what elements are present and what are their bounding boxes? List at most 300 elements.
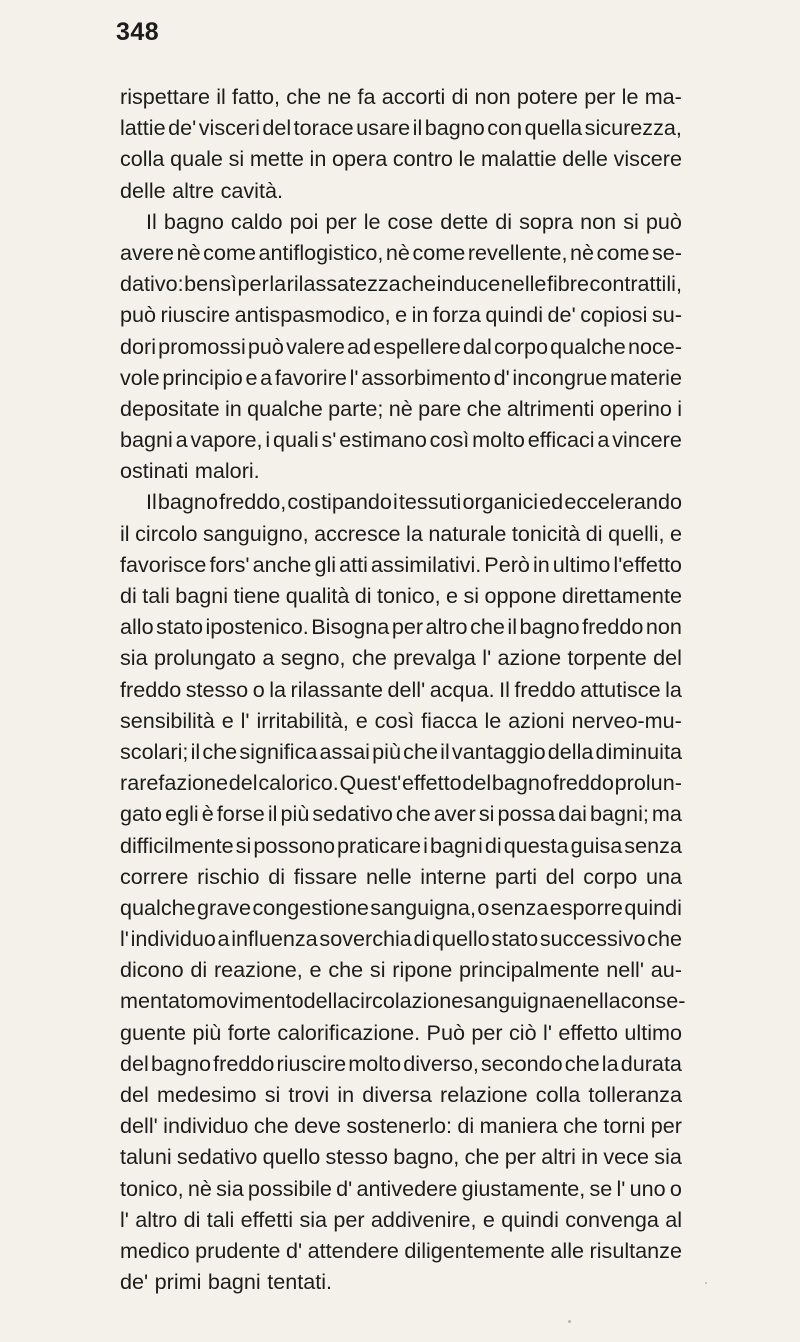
word: ripone <box>392 957 453 983</box>
word: che <box>351 645 387 671</box>
word: per <box>584 84 616 109</box>
text-line <box>120 518 682 549</box>
word: noce- <box>627 333 682 359</box>
word: freddo <box>213 1050 275 1076</box>
word: diligentemente <box>404 1237 545 1263</box>
word: trovi <box>288 1082 330 1107</box>
text-line <box>120 1141 682 1172</box>
word: quindi <box>485 302 544 328</box>
word: può <box>120 302 157 328</box>
word: l' <box>120 1206 129 1232</box>
word: movimento <box>198 988 304 1014</box>
word: bagno <box>424 115 485 141</box>
word: viscere <box>613 146 682 172</box>
word: come <box>412 239 466 265</box>
word: tali <box>206 1206 235 1232</box>
word: operino <box>599 395 672 421</box>
word: Bisogna <box>311 614 390 640</box>
word: de' <box>168 115 197 141</box>
word: aver <box>433 801 476 827</box>
word: vantaggio <box>451 738 546 764</box>
word: forse <box>216 801 265 827</box>
word: primi <box>154 1269 202 1295</box>
word: freddo <box>552 770 614 796</box>
word: allo <box>120 614 154 640</box>
word: ultimo <box>552 551 611 577</box>
word: per <box>471 1019 503 1045</box>
word: qualità <box>285 583 350 608</box>
word: assorbimento <box>361 364 491 390</box>
word: sanguigno, <box>202 520 309 546</box>
word: della <box>547 738 594 764</box>
word: parti <box>495 863 538 889</box>
word: malori. <box>194 458 260 484</box>
word: calorico. <box>258 770 339 796</box>
word: a <box>262 645 275 671</box>
word: se <box>589 1175 613 1201</box>
word: contrattili, <box>589 271 682 297</box>
word: egli <box>165 801 199 827</box>
word: di <box>457 1113 475 1139</box>
word: circolo <box>135 520 198 546</box>
word: esporre <box>549 894 623 920</box>
text-line <box>120 81 682 112</box>
word: stato <box>491 926 539 952</box>
word: del <box>228 770 258 796</box>
word: malattie <box>481 146 557 172</box>
word: costipando <box>287 489 392 515</box>
word: così <box>374 707 415 733</box>
word: direttamente <box>561 583 682 608</box>
word: effetti <box>240 1206 294 1232</box>
word: sedativo <box>312 801 393 827</box>
word: di <box>484 832 502 858</box>
word: a <box>597 427 610 453</box>
word: di <box>495 208 513 234</box>
word: risultanze <box>589 1237 682 1263</box>
word: rarefazione <box>120 770 229 796</box>
word: cose <box>387 208 434 234</box>
word: effetto <box>401 770 462 796</box>
word: sostenerlo: <box>346 1113 452 1139</box>
word: fissare <box>293 863 358 889</box>
word: corpo <box>493 333 548 359</box>
word: diminuita <box>595 738 682 764</box>
word: qualche <box>247 395 323 421</box>
word: d' <box>493 364 510 390</box>
word: effetto <box>558 1019 618 1045</box>
word: come <box>596 239 650 265</box>
word: a <box>175 427 188 453</box>
word: si <box>228 146 245 172</box>
word: di <box>190 957 208 983</box>
word: nè <box>385 239 410 265</box>
word: tolleranza <box>588 1082 682 1107</box>
word: per <box>391 614 424 640</box>
word: mette <box>249 146 304 172</box>
word: Quest' <box>339 770 402 796</box>
word: nell' <box>606 957 644 983</box>
word: opera <box>331 146 388 172</box>
word: e <box>669 520 682 546</box>
word: che <box>202 738 238 764</box>
word: quali <box>273 427 319 453</box>
word: usare <box>356 115 411 141</box>
word: dette <box>440 208 489 234</box>
word: si <box>463 583 480 608</box>
word: induce <box>436 271 501 297</box>
word: la <box>269 676 287 702</box>
word: ultimo <box>624 1019 682 1045</box>
word: efficaci <box>527 427 595 453</box>
word: forza <box>432 302 481 328</box>
word: i <box>265 427 271 453</box>
text-line <box>120 923 682 954</box>
word: ciò <box>509 1019 537 1045</box>
word: grave <box>197 894 252 920</box>
word: Il <box>146 489 157 515</box>
word: principalmente <box>459 957 600 983</box>
text-line <box>120 1235 682 1266</box>
word: ad <box>347 333 372 359</box>
word: il <box>120 520 130 546</box>
text-line <box>120 674 682 705</box>
word: dell' <box>120 1113 158 1139</box>
word: per <box>325 208 357 234</box>
word: per <box>333 1206 365 1232</box>
text-line <box>120 424 682 455</box>
word: favorire <box>274 364 347 390</box>
word: Può <box>426 1019 465 1045</box>
text-line <box>120 455 682 486</box>
word: individuo <box>130 926 216 952</box>
word: Il <box>146 208 157 234</box>
word: tessuti <box>398 489 462 515</box>
word: per <box>237 271 269 297</box>
word: nè <box>388 395 413 421</box>
word: su- <box>651 302 682 328</box>
word: stato <box>156 614 203 640</box>
word: o <box>252 676 265 702</box>
word: dal <box>463 333 492 359</box>
word: praticare <box>337 832 422 858</box>
word: che <box>470 614 505 640</box>
text-line <box>120 1079 682 1110</box>
word: segno, <box>280 645 346 671</box>
word: guente <box>120 1019 187 1045</box>
word: vincere <box>612 427 682 453</box>
text-line <box>120 362 682 393</box>
word: calorificazione. <box>277 1019 421 1045</box>
word: una <box>645 863 682 889</box>
word: naturale <box>428 520 507 546</box>
word: di <box>354 583 372 608</box>
text-line <box>120 112 682 143</box>
word: ma <box>651 801 682 827</box>
word: colla <box>535 1082 581 1107</box>
word: nerveo-mu- <box>571 707 682 733</box>
word: molto <box>472 427 525 453</box>
word: e <box>482 1206 495 1232</box>
word: rilassatezza <box>286 271 401 297</box>
word: che <box>464 1144 500 1170</box>
word: l' <box>616 1175 626 1201</box>
word: riuscire <box>160 302 231 328</box>
word: vole <box>120 364 160 390</box>
word: freddo <box>120 676 182 702</box>
word: acqua. <box>429 676 495 702</box>
word: relazione <box>440 1082 528 1107</box>
word: rispettare <box>120 84 211 109</box>
word: corpo <box>583 863 638 889</box>
word: la <box>269 271 287 297</box>
word: deve <box>294 1113 341 1139</box>
word: non <box>474 84 511 109</box>
word: medesimo <box>156 1082 257 1107</box>
word: s' <box>321 427 337 453</box>
word: bensì <box>184 271 237 297</box>
word: sopra <box>519 208 574 234</box>
word: freddo, <box>219 489 287 515</box>
word: d' <box>336 1175 353 1201</box>
text-line <box>120 175 682 206</box>
word: cavità. <box>220 177 283 203</box>
word: molto <box>348 1050 402 1076</box>
word: senza <box>490 894 549 920</box>
word: bagni <box>207 1269 261 1295</box>
word: i <box>423 832 428 858</box>
word: sensibilità <box>120 707 215 733</box>
word: ed <box>539 489 564 515</box>
word: gato <box>120 801 163 827</box>
paper-speck <box>705 1282 707 1284</box>
word: in <box>581 1144 599 1170</box>
text-line <box>120 580 682 611</box>
word: le <box>363 208 381 234</box>
word: difficilmente <box>120 832 234 858</box>
word: incongrue <box>512 364 608 390</box>
word: dicono <box>120 957 184 983</box>
word: freddo <box>582 614 644 640</box>
word: tiene <box>233 583 281 608</box>
word: contro <box>392 146 453 172</box>
word: attendere <box>307 1237 399 1263</box>
word: poi <box>289 208 319 234</box>
word: del <box>120 1082 149 1107</box>
word: organici <box>462 489 539 515</box>
word: correre <box>120 863 189 889</box>
word: sanguigna <box>463 988 563 1014</box>
word: sia <box>216 1175 244 1201</box>
word: che <box>395 801 431 827</box>
word: nelle <box>365 863 412 889</box>
word: d' <box>285 1237 303 1263</box>
word: guisa <box>570 832 623 858</box>
word: favorisce <box>120 551 207 577</box>
text-line <box>120 1048 682 1079</box>
word: scolari; <box>120 738 189 764</box>
text-line <box>120 736 682 767</box>
word: possibile <box>247 1175 332 1201</box>
word: prudente <box>195 1237 281 1263</box>
word: l' <box>543 1019 552 1045</box>
word: pare <box>418 395 462 421</box>
word: nella <box>574 988 621 1014</box>
word: in <box>309 146 327 172</box>
word: del <box>462 770 492 796</box>
word: espellere <box>373 333 461 359</box>
word: altre <box>172 177 215 203</box>
word: vapore, <box>190 427 263 453</box>
word: che <box>563 1113 598 1139</box>
word: che <box>253 1113 289 1139</box>
word: che <box>401 271 437 297</box>
word: bagno <box>491 770 552 796</box>
word: gli <box>314 551 337 577</box>
word: dell' <box>387 676 426 702</box>
text-line <box>120 1110 682 1141</box>
word: sanguigna, <box>370 894 476 920</box>
word: nè <box>176 239 201 265</box>
word: bagni <box>429 832 483 858</box>
word: si <box>478 801 495 827</box>
word: e <box>562 988 575 1014</box>
word: addivenire, <box>370 1206 477 1232</box>
word: a <box>217 926 230 952</box>
word: bagno <box>157 489 218 515</box>
word: assai <box>319 738 370 764</box>
word: bagno <box>163 208 224 234</box>
word: caldo <box>230 208 283 234</box>
word: quelli, <box>608 520 665 546</box>
word: materie <box>609 364 682 390</box>
word: bagni <box>120 427 173 453</box>
word: la <box>665 676 682 702</box>
word: che <box>647 926 682 952</box>
word: tonico, <box>376 583 441 608</box>
word: sia <box>299 1206 328 1232</box>
word: l' <box>240 707 250 733</box>
word: a <box>260 364 273 390</box>
text-line <box>120 798 682 829</box>
word: bagno, <box>393 1144 460 1170</box>
word: del <box>545 863 575 889</box>
word: ostinati <box>120 458 189 484</box>
word: senza <box>624 832 682 858</box>
word: anche <box>252 551 312 577</box>
word: antispasmodico, <box>234 302 391 328</box>
word: vece <box>603 1144 649 1170</box>
text-line <box>120 1173 682 1204</box>
word: fatto, <box>232 84 281 109</box>
text-line <box>120 985 686 1016</box>
word: convenga <box>565 1206 659 1232</box>
word: quello <box>432 926 490 952</box>
word: la <box>601 1050 619 1076</box>
word: più <box>192 1019 222 1045</box>
word: così <box>429 427 470 453</box>
word: dori <box>120 333 157 359</box>
word: al <box>665 1206 682 1232</box>
word: il <box>440 738 450 764</box>
word: di <box>268 863 285 889</box>
word: parte; <box>328 395 384 421</box>
text-line <box>120 642 682 673</box>
word: la <box>406 520 423 546</box>
word: diverso, <box>403 1050 479 1076</box>
word: si <box>623 208 639 234</box>
word: copiosi <box>580 302 648 328</box>
word: tali <box>142 583 170 608</box>
text-line <box>120 1266 682 1297</box>
word: dai <box>558 801 587 827</box>
word: possono <box>253 832 335 858</box>
word: azione <box>497 645 562 671</box>
word: potere <box>516 84 579 109</box>
word: antivedere <box>356 1175 458 1201</box>
word: colla <box>120 146 165 172</box>
word: visceri <box>198 115 260 141</box>
word: per <box>504 1144 536 1170</box>
word: prolun- <box>614 770 682 796</box>
word: o <box>669 1175 682 1201</box>
word: bagni <box>175 583 229 608</box>
word: possa <box>497 801 556 827</box>
word: l'effetto <box>613 551 682 577</box>
word: che <box>564 1050 600 1076</box>
word: il <box>267 801 278 827</box>
word: può <box>247 333 284 359</box>
word: au- <box>650 957 682 983</box>
text-line <box>120 331 682 362</box>
word: se- <box>651 239 682 265</box>
word: le <box>484 707 502 733</box>
word: tonicità <box>511 520 581 546</box>
word: nè <box>570 239 595 265</box>
word: e <box>221 707 234 733</box>
text-line <box>120 1204 682 1235</box>
word: estimano <box>339 427 427 453</box>
word: può <box>645 208 682 234</box>
word: che <box>466 395 502 421</box>
word: e <box>446 583 459 608</box>
word: Il <box>499 676 510 702</box>
word: tentati. <box>267 1269 333 1295</box>
word: revellente, <box>467 239 568 265</box>
word: quindi <box>501 1206 559 1232</box>
word: successivo <box>539 926 646 952</box>
word: alle <box>550 1237 585 1263</box>
word: più <box>280 801 310 827</box>
text-line <box>120 1017 682 1048</box>
word: in <box>225 395 242 421</box>
word: durata <box>620 1050 682 1076</box>
word: del <box>120 1050 149 1076</box>
word: del <box>653 645 682 671</box>
word: quale <box>170 146 223 172</box>
word: tonico, <box>120 1175 184 1201</box>
word: per <box>650 1113 682 1139</box>
word: di <box>451 84 469 109</box>
word: accorti <box>381 84 446 109</box>
body-text <box>120 81 686 1297</box>
word: nè <box>187 1175 212 1201</box>
text-line <box>120 486 682 517</box>
word: come <box>203 239 256 265</box>
word: della <box>303 988 350 1014</box>
text-line <box>120 611 682 642</box>
word: lattie <box>120 115 166 141</box>
